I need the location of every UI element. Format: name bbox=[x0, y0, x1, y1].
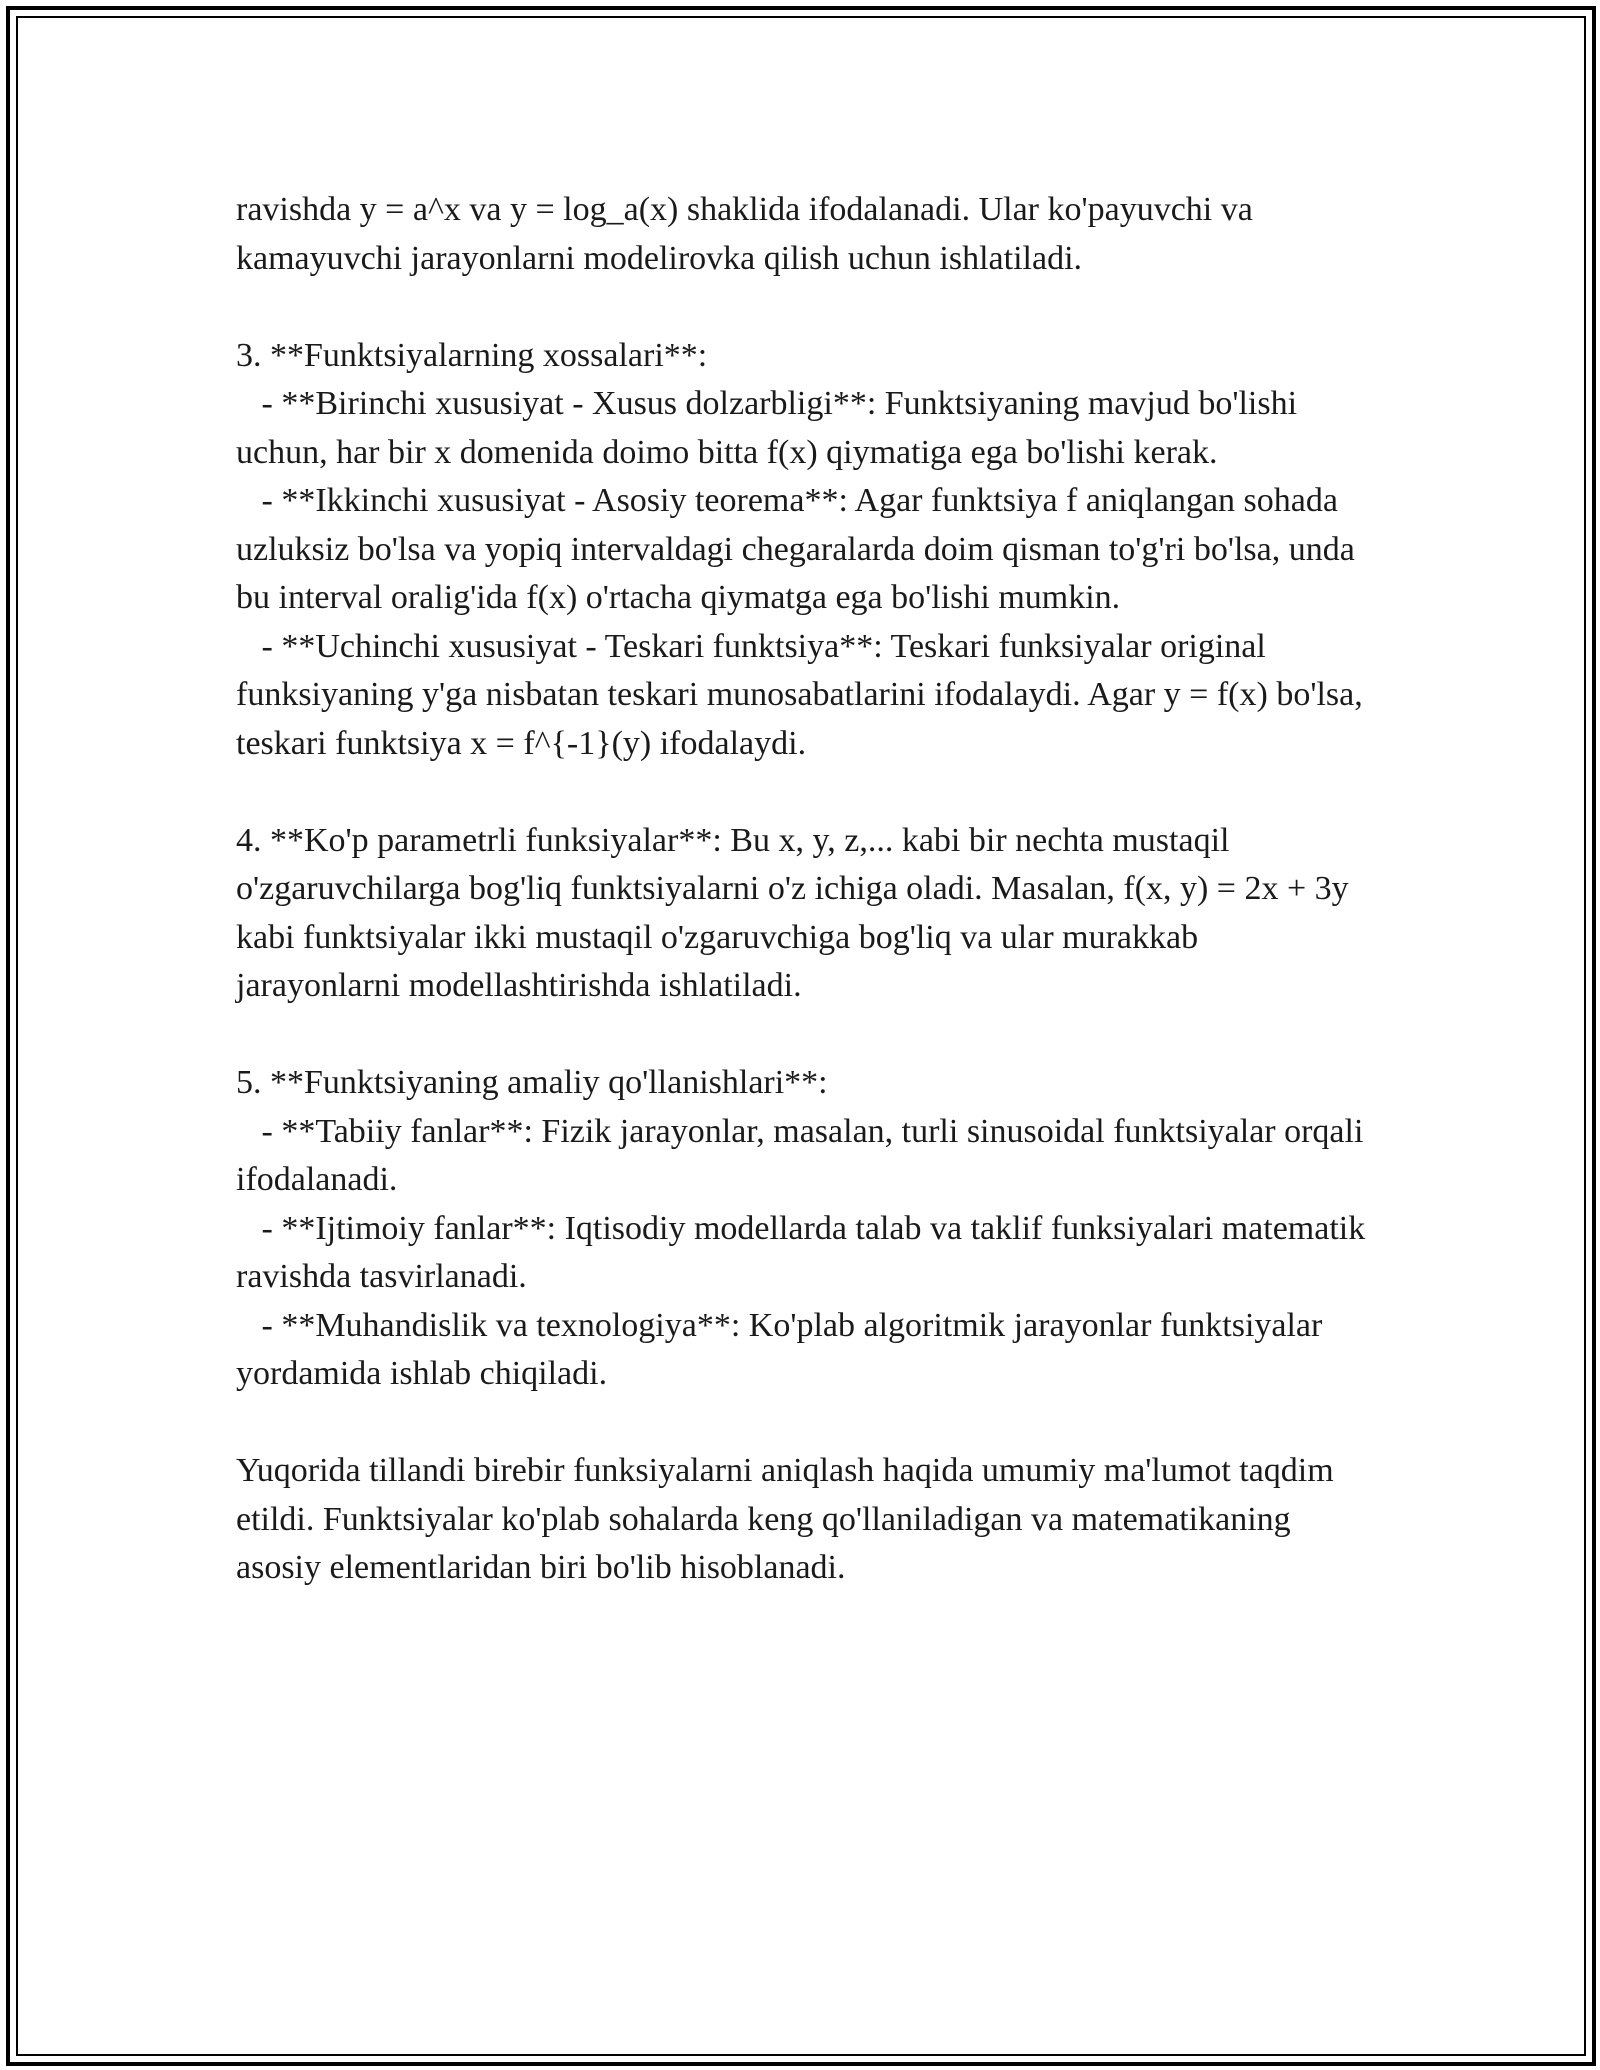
section-heading: 5. **Funktsiyaning amaliy qo'llanishlari**: bbox=[236, 1064, 828, 1101]
paragraph-conclusion bbox=[236, 1447, 1366, 1593]
list-item: - **Ikkinchi xususiyat - Asosiy teorema**: Agar funktsiya f aniqlangan sohada uzluksiz bo'lsa va yopiq intervaldagi chegaralarda doim qisman to'g'ri bo'lsa, unda bu interval oralig'ida f(x) o'rtacha qiymatga ega bo'lishi mumkin. bbox=[236, 482, 1364, 616]
document-body bbox=[236, 186, 1374, 1593]
section-3-function-properties bbox=[236, 332, 1372, 769]
list-item: - **Uchinchi xususiyat - Teskari funktsiya**: Teskari funksiyalar original funksiyaning y'ga nisbatan teskari munosabatlarini ifodalaydi. Agar y = f(x) bo'lsa, teskari funktsiya x = f^{-1}(y) ifodalaydi. bbox=[236, 627, 1372, 762]
section-4-multiparameter-functions bbox=[236, 817, 1366, 1011]
text-line: Yuqorida tillandi birebir funksiyalarni aniqlash haqida umumiy ma'lumot taqdim etildi. Funktsiyalar ko'plab sohalarda keng qo'llaniladigan va matematikaning asosiy elementlaridan biri bo'lib hisoblanadi. bbox=[236, 1452, 1343, 1586]
list-item: - **Ijtimoiy fanlar**: Iqtisodiy modellarda talab va taklif funksiyalari matematik ravishda tasvirlanadi. bbox=[236, 1209, 1374, 1295]
paragraph-exponential-log bbox=[236, 186, 1366, 283]
section-paragraph: 4. **Ko'p parametrli funksiyalar**: Bu x, y, z,... kabi bir nechta mustaqil o'zgaruvchilarga bog'liq funktsiyalarni o'z ichiga oladi. Masalan, f(x, y) = 2x + 3y kabi funktsiyalar ikki mustaqil o'zgaruvchiga bog'liq va ular murakkab jarayonlarni modellashtirishda ishlatiladi. bbox=[236, 821, 1358, 1004]
list-item: - **Tabiiy fanlar**: Fizik jarayonlar, masalan, turli sinusoidal funktsiyalar orqali ifodalanadi. bbox=[236, 1112, 1372, 1198]
text-line: ravishda y = a^x va y = log_a(x) shaklida ifodalanadi. Ular ko'payuvchi va kamayuvchi jarayonlarni modelirovka qilish uchun ishlatiladi. bbox=[236, 191, 1262, 277]
section-heading: 3. **Funktsiyalarning xossalari**: bbox=[236, 336, 708, 374]
list-item: - **Muhandislik va texnologiya**: Ko'plab algoritmik jarayonlar funktsiyalar yordamida ishlab chiqiladi. bbox=[236, 1306, 1331, 1392]
section-5-practical-applications bbox=[236, 1059, 1374, 1399]
list-item: - **Birinchi xususiyat - Xusus dolzarbligi**: Funktsiyaning mavjud bo'lishi uchun, har bir x domenida doimo bitta f(x) qiymatiga ega bo'lishi kerak. bbox=[236, 385, 1306, 471]
